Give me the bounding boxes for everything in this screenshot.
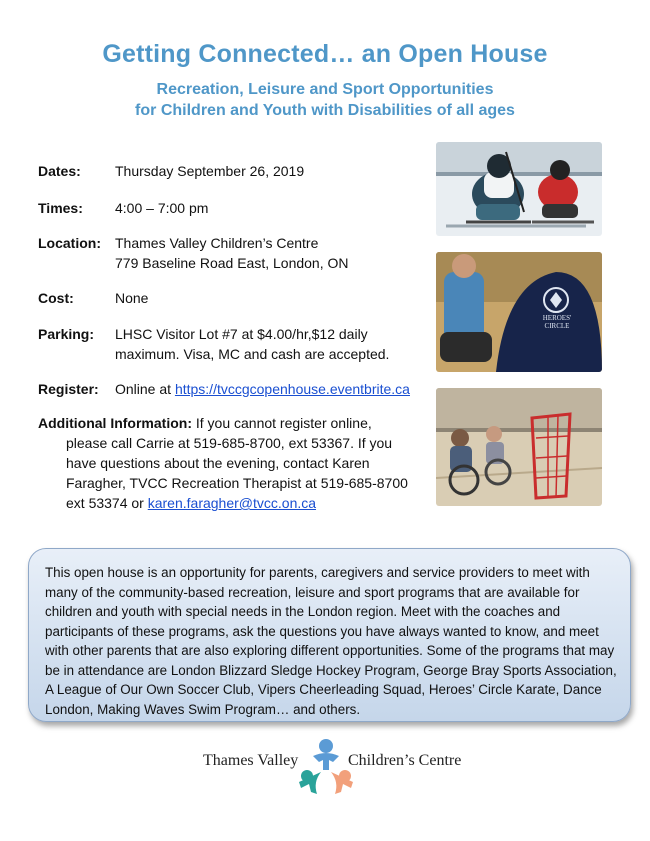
email-link[interactable]: karen.faragher@tvcc.on.ca — [147, 495, 317, 511]
photo2-badge-line1: HEROES' — [542, 314, 572, 322]
register-link[interactable]: https://tvccgcopenhouse.eventbrite.ca — [174, 381, 410, 397]
location-line-1: Thames Valley Children’s Centre — [115, 235, 319, 251]
dates-label: Dates: — [38, 163, 81, 179]
parking-label: Parking: — [38, 326, 95, 342]
additional-line-4: Faragher, TVCC Recreation Therapist at 519-685-8700 — [66, 475, 408, 491]
info-box-text: This open house is an opportunity for parents, caregivers and service providers to meet with many of the community-based recreation, leisure and sport programs that are available for children and youth with special needs in the London region. Meet with the coaches and participants of these programs, ask the questions you have always wanted to know, and meet with other parents that are also exploring different opportunities. Some of the programs that may be in attendance are London Blizzard Sledge Hockey Program, George Bray Sports Association, A League of Our Own Soccer Club, Vipers Cheerleading Squad, Heroes’ Circle Karate, Dance London, Making Waves Swim Program… and others. — [45, 565, 617, 717]
heroes-circle-photo — [436, 252, 602, 372]
additional-line-2: please call Carrie at 519-685-8700, ext 53367. If you — [66, 435, 393, 451]
parking-line-2: maximum. Visa, MC and cash are accepted. — [115, 346, 390, 362]
register-value — [115, 379, 435, 399]
logo-right-text: Children’s Centre — [348, 752, 462, 769]
cost-value: None — [115, 290, 149, 306]
location-line-2: 779 Baseline Road East, London, ON — [115, 255, 349, 271]
info-box — [28, 548, 631, 722]
cost-label: Cost: — [38, 290, 74, 306]
tvcc-logo — [203, 738, 463, 798]
additional-line-3: have questions about the evening, contact Karen — [66, 455, 370, 471]
wheelchair-sports-photo — [436, 388, 602, 506]
parking-line-1: LHSC Visitor Lot #7 at $4.00/hr,$12 daily — [115, 326, 368, 342]
register-prefix: Online at — [115, 381, 172, 397]
location-label: Location: — [38, 235, 101, 251]
additional-line-5-prefix: ext 53374 or — [66, 495, 144, 511]
additional-line-5 — [38, 493, 418, 513]
subtitle-line-1: Recreation, Leisure and Sport Opportunities — [156, 81, 494, 98]
page-title: Getting Connected… an Open House — [102, 40, 548, 68]
sledge-hockey-photo — [436, 142, 602, 236]
times-value: 4:00 – 7:00 pm — [115, 200, 209, 216]
additional-information — [38, 413, 418, 513]
logo-left-text: Thames Valley — [203, 752, 299, 769]
additional-label: Additional Information: — [38, 415, 192, 431]
additional-line-1: If you cannot register online, — [195, 415, 372, 431]
times-label: Times: — [38, 200, 83, 216]
register-label: Register: — [38, 381, 99, 397]
dates-value: Thursday September 26, 2019 — [115, 163, 305, 179]
photo2-badge-line2: CIRCLE — [544, 322, 570, 330]
subtitle-line-2: for Children and Youth with Disabilities of all ages — [135, 102, 515, 119]
